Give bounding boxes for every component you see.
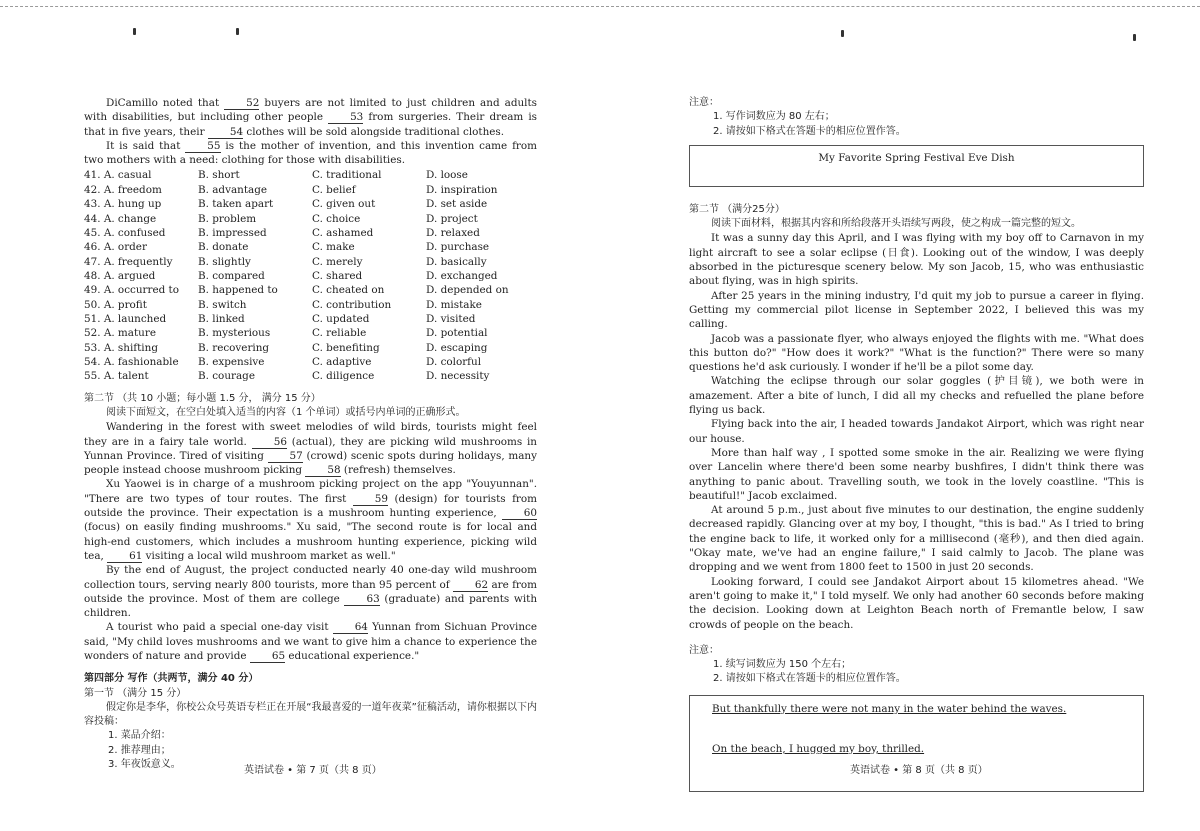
option-a: 41. A. casual <box>84 169 152 182</box>
option-c: C. given out <box>312 198 376 211</box>
passage-text: buyers are not limited to just children and adults with disabilities, but including other people <box>84 97 537 124</box>
option-b: B. short <box>198 169 240 182</box>
story-paragraph: Watching the eclipse through our solar goggles (护目镜), we both were in amazement. After a bite of lunch, I did all my checks and refuelled the plane before flying us back. <box>689 375 1144 417</box>
option-b: B. advantage <box>198 183 268 196</box>
option-a: 44. A. change <box>84 212 157 225</box>
option-d: D. set aside <box>426 198 488 211</box>
option-a: 50. A. profit <box>84 298 147 311</box>
option-d: D. loose <box>426 169 468 182</box>
passage-text: (crowd) scenic spots during holidays, many people instead choose mushroom picking <box>84 449 537 477</box>
option-c: C. reliable <box>312 327 367 340</box>
option-row <box>84 183 537 197</box>
option-row <box>84 341 537 355</box>
scan-speck <box>841 30 844 37</box>
passage-text: are from outside the province. Most of them are college <box>84 578 538 605</box>
passage-text: (refresh) themselves. <box>340 464 456 477</box>
option-b: B. courage <box>198 370 255 383</box>
point-item: 1. 菜品介绍： <box>108 730 171 742</box>
blank-number: 59 <box>353 493 388 506</box>
option-b: B. taken apart <box>198 198 274 211</box>
option-d: D. exchanged <box>426 269 498 282</box>
point-item: 2. 推荐理由； <box>108 744 171 756</box>
option-b: B. expensive <box>198 355 265 368</box>
option-b: B. mysterious <box>198 327 271 340</box>
passage-text: A tourist who paid a special one-day visit <box>106 621 333 634</box>
option-row <box>84 326 537 340</box>
option-a: 46. A. order <box>84 241 147 254</box>
option-d: D. purchase <box>426 241 490 254</box>
story-paragraph: More than half way , I spotted some smoke in the air. Realizing we were flying over Lancelin where there'd been some nearby bushfires, I didn't think there was anything to panic about. Travelling south, we took in the lovely coastline. "This is beautiful!" Jacob exclaimed. <box>689 446 1144 502</box>
blank-number: 64 <box>333 621 368 634</box>
option-c: C. shared <box>312 269 363 282</box>
option-a: 47. A. frequently <box>84 255 173 268</box>
paragraph <box>84 477 537 563</box>
blank-number: 63 <box>344 593 379 606</box>
grammar-fill-passage <box>84 420 537 663</box>
scan-speck <box>133 28 136 35</box>
option-row <box>84 168 537 182</box>
passage-text: visiting a local wild mushroom market as well." <box>142 549 396 562</box>
exam-page-8 <box>689 96 1144 792</box>
option-a: 55. A. talent <box>84 370 149 383</box>
option-d: D. relaxed <box>426 226 480 239</box>
option-row <box>84 255 537 269</box>
blank-number: 55 <box>185 140 220 153</box>
scan-speck <box>1133 34 1136 41</box>
scan-edge-line <box>0 6 1200 7</box>
option-row <box>84 226 537 240</box>
paragraph <box>84 139 537 168</box>
section2-heading: 第二节 （共 10 小题；每小题 1.5 分， 满分 15 分） <box>84 392 321 404</box>
option-a: 45. A. confused <box>84 226 166 239</box>
page-footer-8: 英语试卷 • 第 8 页（共 8 页） <box>850 765 988 776</box>
note-item: 2. 请按如下格式在答题卡的相应位置作答。 <box>713 125 906 137</box>
option-a: 51. A. launched <box>84 312 167 325</box>
option-d: D. necessity <box>426 370 490 383</box>
note-list <box>689 658 1144 687</box>
point-item: 3. 年夜饭意义。 <box>108 759 181 771</box>
option-b: B. impressed <box>198 226 267 239</box>
section2-heading: 第二节 （满分25分） <box>689 203 785 215</box>
part4-section1-heading: 第一节 （满分 15 分） <box>84 687 187 699</box>
section2-instruction: 阅读下面短文，在空白处填入适当的内容（1 个单词）或括号内单词的正确形式。 <box>106 406 466 418</box>
page-footer-7: 英语试卷 • 第 7 页（共 8 页） <box>244 765 382 776</box>
passage-text: is the mother of invention, and this invention came from two mothers with a need: clothing for those with disabilities. <box>84 139 538 167</box>
option-d: D. project <box>426 212 478 225</box>
passage-text: educational experience." <box>285 649 420 662</box>
option-row <box>84 298 537 312</box>
option-c: C. choice <box>312 212 361 225</box>
part4-prompt: 假定你是李华，你校公众号英语专栏正在开展“我最喜爱的一道年夜菜”征稿活动，请你根据以下内容投稿： <box>84 701 537 728</box>
story-paragraph: Flying back into the air, I headed towards Jandakot Airport, which was right near our house. <box>689 418 1144 445</box>
passage-text: from surgeries. Their dream is that in five years, their <box>84 111 537 138</box>
story-paragraph: At around 5 p.m., just about five minutes to our destination, the engine suddenly decreased rapidly. Glancing over at my boy, I thought, "this is bad." As I tried to bring the engine back to life, it worked only for a millisecond (毫秒), and then died again. "Okay mate, we've had an engine failure," I said calmly to Jacob. The plane was dropping and we went from 1800 feet to 1500 in just 20 seconds. <box>689 504 1144 574</box>
option-a: 52. A. mature <box>84 327 156 340</box>
option-a: 54. A. fashionable <box>84 355 179 368</box>
blank-number: 65 <box>250 650 285 663</box>
paragraph1-opener: But thankfully there were not many in the water behind the waves. <box>712 702 1067 715</box>
option-d: D. visited <box>426 312 476 325</box>
option-b: B. switch <box>198 298 247 311</box>
option-d: D. inspiration <box>426 183 498 196</box>
option-c: C. benefiting <box>312 341 380 354</box>
blank-number: 53 <box>328 111 363 124</box>
story-paragraph: After 25 years in the mining industry, I'd quit my job to pursue a career in flying. Getting my commercial pilot license in September 2022, I believed this was my calling. <box>689 289 1144 331</box>
passage-text: (design) for tourists from outside the province. Their expectation is a mushroom hunting experience, <box>84 492 537 520</box>
cloze-options-table <box>84 168 537 383</box>
blank-number: 60 <box>502 507 537 520</box>
passage-text: Yunnan from Sichuan Province said, "My child loves mushrooms and we want to give him a chance to experience the wonders of nature and provide <box>84 621 537 662</box>
option-c: C. adaptive <box>312 355 372 368</box>
option-d: D. mistake <box>426 298 482 311</box>
passage-text: Xu Yaowei is in charge of a mushroom picking project on the app "Youyunnan". "There are two types of tour routes. The first <box>84 478 537 505</box>
option-d: D. colorful <box>426 355 482 368</box>
note-list <box>689 110 1144 139</box>
blank-number: 57 <box>268 450 303 463</box>
blank-number: 61 <box>107 550 142 563</box>
paragraph <box>84 96 537 139</box>
option-d: D. basically <box>426 255 487 268</box>
blank-number: 54 <box>208 126 243 139</box>
option-c: C. contribution <box>312 298 392 311</box>
option-b: B. problem <box>198 212 257 225</box>
blank-number: 62 <box>453 579 488 592</box>
passage-text: (actual), they are picking wild mushrooms in Yunnan Province. Tired of visiting <box>84 435 537 462</box>
option-b: B. recovering <box>198 341 270 354</box>
passage-text: Wandering in the forest with sweet melodies of wild birds, tourists might feel they are in a fairy tale world. <box>84 421 537 448</box>
note-item: 2. 请按如下格式在答题卡的相应位置作答。 <box>713 673 906 685</box>
note-heading: 注意： <box>689 644 719 656</box>
option-c: C. updated <box>312 312 370 325</box>
blank-number: 56 <box>252 436 287 449</box>
option-row <box>84 355 537 369</box>
option-row <box>84 369 537 383</box>
option-c: C. diligence <box>312 370 375 383</box>
passage-text: By the end of August, the project conducted nearly 40 one-day wild mushroom collection tours, serving nearly 800 tourists, more than 95 percent of <box>84 564 537 591</box>
note-heading: 注意： <box>689 97 719 108</box>
option-c: C. ashamed <box>312 226 374 239</box>
option-c: C. traditional <box>312 169 382 182</box>
option-b: B. happened to <box>198 284 278 297</box>
option-b: B. linked <box>198 312 245 325</box>
story-paragraph: Looking forward, I could see Jandakot Airport about 15 kilometres ahead. "We aren't going to make it," I told myself. We only had another 60 seconds before making the decision. Looking down at Leighton Beach north of Fremantle below, I saw crowds of people on the beach. <box>689 575 1144 631</box>
essay-title-box <box>689 145 1144 187</box>
option-row <box>84 283 537 297</box>
option-d: D. depended on <box>426 284 509 297</box>
story-paragraph: It was a sunny day this April, and I was flying with my boy off to Carnavon in my light aircraft to see a solar eclipse (日食). Looking out of the window, I was deeply absorbed in the picturesque scenery below. My son Jacob, 15, who was enthusiastic about flying, was in high spirits. <box>689 232 1144 288</box>
option-row <box>84 269 537 283</box>
passage-text: It is said that <box>106 139 186 152</box>
blank-number: 58 <box>305 464 340 477</box>
paragraph <box>84 420 537 477</box>
option-d: D. potential <box>426 327 488 340</box>
option-c: C. belief <box>312 183 356 196</box>
note-item: 1. 续写词数应为 150 个左右； <box>713 659 852 671</box>
option-a: 42. A. freedom <box>84 183 162 196</box>
continuation-story <box>689 231 1144 631</box>
essay-title: My Favorite Spring Festival Eve Dish <box>818 151 1015 164</box>
option-a: 43. A. hung up <box>84 198 162 211</box>
paragraph <box>84 563 537 620</box>
passage-text: (focus) on easily finding mushrooms." Xu said, "The second route is for local and high-end customers, which includes a mushroom hunting experience, picking wild tea, <box>84 521 537 562</box>
option-a: 53. A. shifting <box>84 341 158 354</box>
story-paragraph: Jacob was a passionate flyer, who always enjoyed the flights with me. "What does this button do?" "How does it work?" "What is the function?" There were so many questions he'd ask curiously. I wonder if he'll be a pilot some day. <box>689 332 1144 374</box>
option-a: 48. A. argued <box>84 269 156 282</box>
option-b: B. slightly <box>198 255 251 268</box>
option-a: 49. A. occurred to <box>84 284 179 297</box>
section2-instruction: 阅读下面材料，根据其内容和所给段落开头语续写两段，使之构成一篇完整的短文。 <box>711 218 1081 230</box>
option-c: C. make <box>312 241 355 254</box>
option-b: B. compared <box>198 269 265 282</box>
passage-text: DiCamillo noted that <box>106 97 225 109</box>
passage-text: (graduate) and parents with children. <box>84 592 538 620</box>
passage-text: clothes will be sold alongside traditional clothes. <box>243 125 505 138</box>
note-item: 1. 写作词数应为 80 左右； <box>713 111 835 123</box>
blank-number: 52 <box>224 97 259 110</box>
paragraph <box>84 620 537 663</box>
option-row <box>84 212 537 226</box>
option-c: C. merely <box>312 255 363 268</box>
cloze-passage-end <box>84 96 537 167</box>
paragraph2-opener: On the beach, I hugged my boy, thrilled. <box>712 742 925 755</box>
option-row <box>84 197 537 211</box>
part4-heading: 第四部分 写作（共两节，满分 40 分） <box>84 673 259 685</box>
option-c: C. cheated on <box>312 284 385 297</box>
option-row <box>84 312 537 326</box>
option-b: B. donate <box>198 241 249 254</box>
option-d: D. escaping <box>426 341 488 354</box>
option-row <box>84 240 537 254</box>
scan-speck <box>236 28 239 35</box>
exam-page-7 <box>84 96 537 772</box>
